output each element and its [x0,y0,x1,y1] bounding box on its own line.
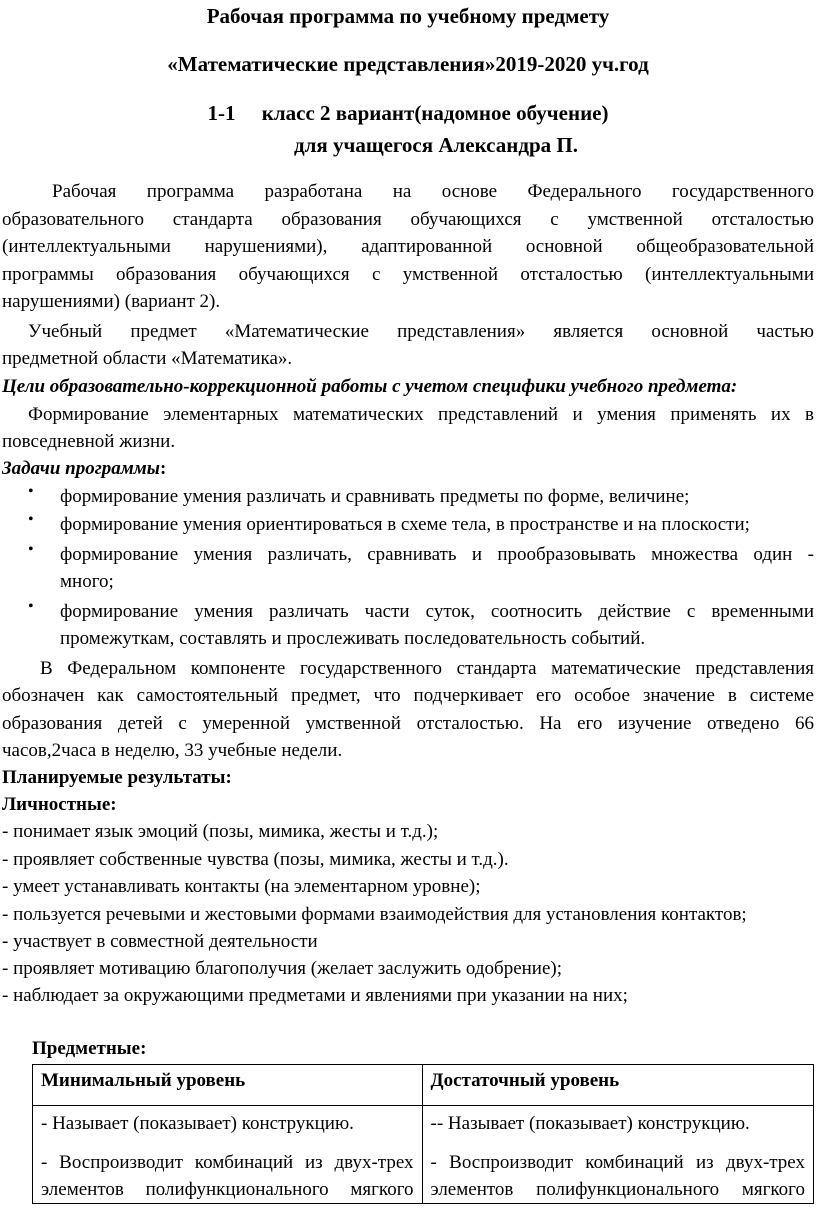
task-item-4-line-1: формирование умения различать части суток, соотносить действие с временными [60,601,814,622]
max-item-2-line-1: - Воспроизводит комбинаций из двух-трех [430,1152,805,1173]
task-item-1: формирование умения различать и сравнивать предметы по форме, величине; [60,486,690,507]
federal-line-4: часов,2часа в неделю, 33 учебные недели. [2,740,343,761]
table-row [33,1106,814,1204]
max-item-1: -- Называет (показывает) конструкцию. [430,1113,750,1134]
results-table [32,1064,814,1204]
personal-item: - понимает язык эмоций (позы, мимика, жесты и т.д.); [2,821,439,842]
personal-item: - пользуется речевыми и жестовыми формами взаимодействия для установления контактов; [2,904,747,925]
subject-line-2: предметной области «Математика». [2,348,293,369]
personal-item: - участвует в совместной деятельности [2,931,318,952]
personal-item: - проявляет мотивацию благополучия (желает заслужить одобрение); [2,958,563,979]
intro-line-2: образовательного стандарта образования обучающихся с умственной отсталостью [2,209,814,230]
federal-line-1: В Федеральном компоненте государственного стандарта математические представления [40,658,814,679]
task-item-2: формирование умения ориентироваться в схеме тела, в пространстве и на плоскости; [60,514,750,535]
table-cell-min [33,1106,423,1204]
federal-line-3: образования детей с умеренной умственной отсталостью. На его изучение отведено 66 [2,713,814,734]
task-item-3-line-2: много; [60,571,114,592]
bullet-icon: • [28,541,34,558]
intro-line-5: нарушениями) (вариант 2). [2,291,221,312]
table-header-row [33,1065,814,1106]
bullet-icon: • [28,483,34,500]
max-item-2-line-2: элементов полифункционального мягкого [430,1179,805,1200]
subject-results-heading: Предметные: [32,1038,147,1059]
intro-line-1: Рабочая программа разработана на основе Федерального государственного [52,181,814,202]
bullet-icon: • [28,511,34,528]
goals-line-2: повседневной жизни. [2,431,176,452]
intro-line-4: программы образования обучающихся с умственной отсталостью (интеллектуальными [2,264,814,285]
results-heading: Планируемые результаты: [2,767,232,788]
goals-line-1: Формирование элементарных математических представлений и умения применять их в [28,404,814,425]
goals-heading: Цели образовательно-коррекционной работы с учетом специфики учебного предмета: [2,376,738,397]
header-max-level: Достаточный уровень [430,1070,620,1091]
title-line-4: для учащегося Александра П. [293,133,578,157]
bullet-icon: • [28,598,34,615]
tasks-heading-colon: : [159,458,167,479]
header-min-level: Минимальный уровень [41,1070,246,1091]
federal-line-2: обозначен как самостоятельный предмет, что подчеркивает его особое значение в системе [2,685,814,706]
task-item-4-line-2: промежуткам, составлять и прослеживать последовательность событий. [60,628,646,649]
personal-item: - проявляет собственные чувства (позы, мимика, жесты и т.д.). [2,849,509,870]
min-item-2-line-2: элементов полифункционального мягкого [41,1179,414,1200]
title-line-1: Рабочая программа по учебному предмету [206,4,610,28]
title-line-3: 1-1 класс 2 вариант(надомное обучение) [207,101,609,125]
table-header-cell [422,1065,813,1106]
personal-item: - наблюдает за окружающими предметами и явлениями при указании на них; [2,985,628,1006]
min-item-1: - Называет (показывает) конструкцию. [41,1113,354,1134]
task-item-3-line-1: формирование умения различать, сравнивать и прообразовывать множества один - [60,544,814,565]
title-line-2: «Математические представления»2019-2020 уч.год [167,52,649,76]
table-header-cell [33,1065,423,1106]
tasks-heading: Задачи программы [2,458,160,479]
subject-line-1: Учебный предмет «Математические представления» является основной частью [28,321,814,342]
table-cell-max [422,1106,813,1204]
tasks-heading-row [2,455,814,482]
intro-line-3: (интеллектуальными нарушениями), адаптированной основной общеобразовательной [2,236,814,257]
min-item-2-line-1: - Воспроизводит комбинаций из двух-трех [41,1152,414,1173]
personal-item: - умеет устанавливать контакты (на элементарном уровне); [2,876,481,897]
personal-heading: Личностные: [2,794,117,815]
